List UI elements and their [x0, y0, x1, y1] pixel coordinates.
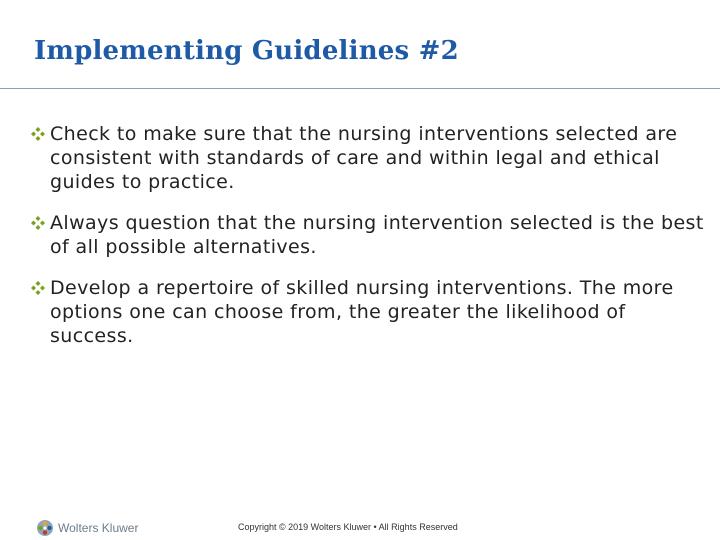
bullet-item: [30, 276, 705, 348]
bullet-list: [30, 122, 705, 365]
footer-logo: [36, 519, 138, 537]
slide-title: Implementing Guidelines #2: [34, 36, 459, 66]
bullet-text: Always question that the nursing intervention selected is the best of all possible alternatives.: [50, 212, 704, 258]
diamond-bullet-icon: [30, 215, 46, 231]
logo-text: Wolters Kluwer: [58, 521, 139, 535]
wolters-kluwer-logo-icon: [36, 519, 54, 537]
bullet-text: Develop a repertoire of skilled nursing interventions. The more options one can choose from, the greater the likelihood of success.: [50, 277, 674, 347]
title-divider: [0, 88, 720, 89]
copyright-text: Copyright © 2019 Wolters Kluwer • All Rights Reserved: [238, 522, 458, 532]
diamond-bullet-icon: [30, 280, 46, 296]
bullet-item: [30, 211, 705, 259]
bullet-text: Check to make sure that the nursing interventions selected are consistent with standards of care and within legal and ethical guides to practice.: [50, 123, 678, 193]
bullet-item: [30, 122, 705, 194]
diamond-bullet-icon: [30, 126, 46, 142]
